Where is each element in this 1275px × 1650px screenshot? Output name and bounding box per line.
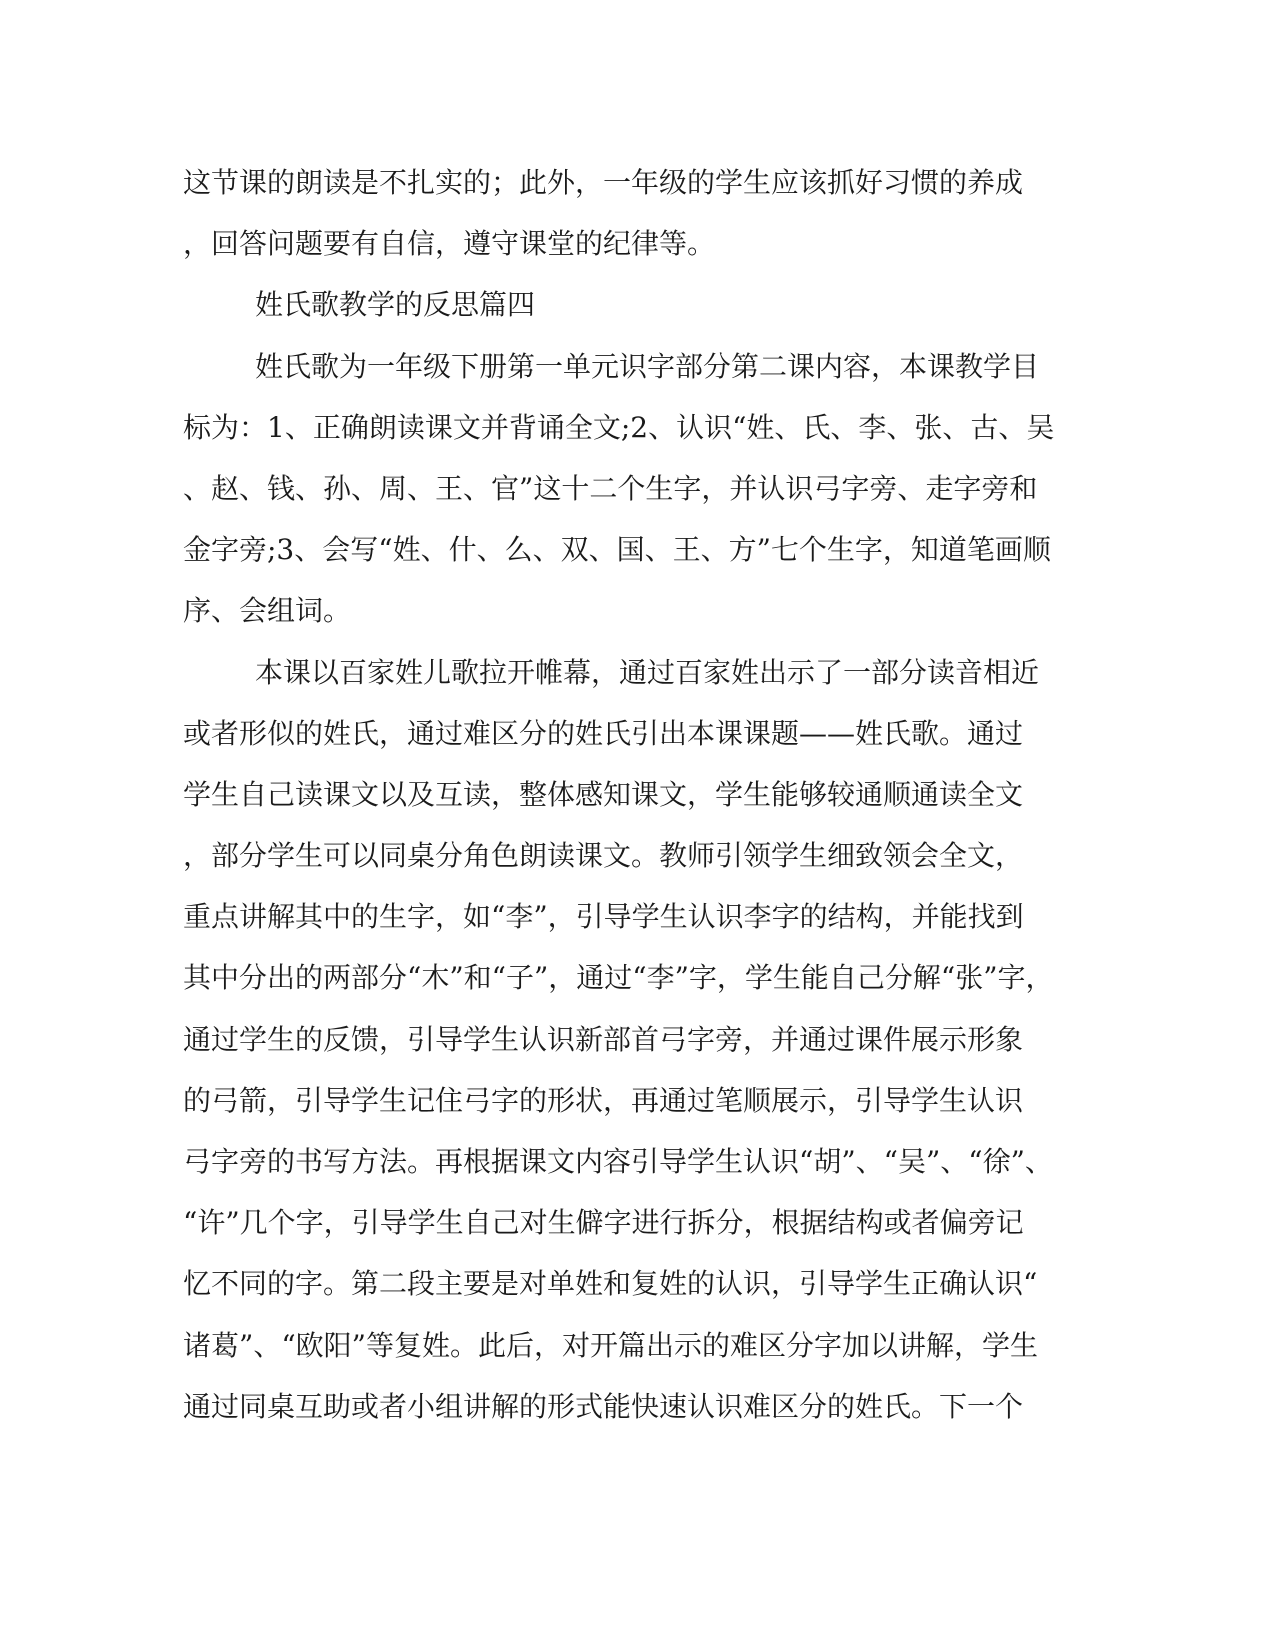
paragraph-first-line: 姓氏歌为一年级下册第一单元识字部分第二课内容，本课教学目 [255, 349, 1040, 383]
text-line: 这节课的朗读是不扎实的；此外，一年级的学生应该抓好习惯的养成 [183, 166, 1024, 199]
text-line: 弓字旁的书写方法。再根据课文内容引导学生认识“胡”、“吴”、“徐”、 [183, 1145, 1053, 1178]
section-heading: 姓氏歌教学的反思篇四 [255, 288, 536, 322]
text-line: ，部分学生可以同桌分角色朗读课文。教师引领学生细致领会全文， [183, 839, 1024, 873]
text-line: 序、会组词。 [183, 594, 352, 628]
text-line: 通过学生的反馈，引导学生认识新部首弓字旁，并通过课件展示形象 [183, 1022, 1024, 1056]
text-line: 诸葛”、“欧阳”等复姓。此后，对开篇出示的难区分字加以讲解，学生 [183, 1328, 1038, 1362]
text-line: ，回答问题要有自信，遵守课堂的纪律等。 [183, 227, 716, 261]
text-line: 学生自己读课文以及互读，整体感知课文，学生能够较通顺通读全文 [183, 777, 1024, 811]
text-line: 、赵、钱、孙、周、王、官”这十二个生字，并认识弓字旁、走字旁和 [183, 471, 1038, 505]
text-line: 通过同桌互助或者小组讲解的形式能快速认识难区分的姓氏。下一个 [183, 1389, 1024, 1423]
text-line: “许”几个字，引导学生自己对生僻字进行拆分，根据结构或者偏旁记 [183, 1206, 1024, 1240]
text-line: 标为：1、正确朗读课文并背诵全文;2、认识“姓、氏、李、张、古、吴 [183, 410, 1055, 444]
text-line: 重点讲解其中的生字，如“李”，引导学生认识李字的结构，并能找到 [183, 900, 1024, 934]
paragraph-first-line: 本课以百家姓儿歌拉开帷幕，通过百家姓出示了一部分读音相近 [255, 655, 1040, 689]
text-line: 金字旁;3、会写“姓、什、么、双、国、王、方”七个生字，知道笔画顺 [183, 533, 1051, 567]
text-line: 的弓箭，引导学生记住弓字的形状，再通过笔顺展示，引导学生认识 [183, 1083, 1024, 1117]
document-body [183, 152, 1055, 1437]
text-line: 或者形似的姓氏，通过难区分的姓氏引出本课课题——姓氏歌。通过 [183, 716, 1024, 750]
text-line: 其中分出的两部分“木”和“子”，通过“李”字，学生能自己分解“张”字， [183, 961, 1054, 995]
text-line: 忆不同的字。第二段主要是对单姓和复姓的认识，引导学生正确认识“ [183, 1267, 1038, 1301]
